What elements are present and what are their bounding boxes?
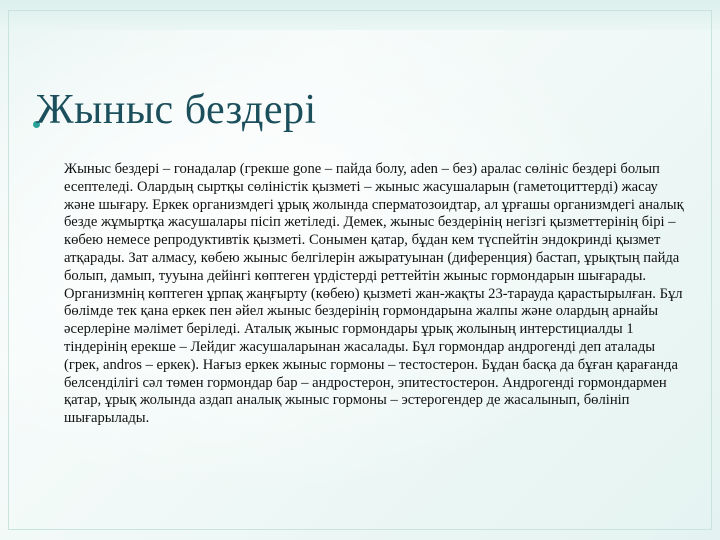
frame-line-bottom <box>8 529 712 530</box>
frame-line-right <box>711 10 712 530</box>
frame-line-left <box>8 10 9 530</box>
top-band <box>0 0 720 30</box>
frame-line-top <box>8 10 712 11</box>
slide-title: Жыныс бездері <box>36 87 317 133</box>
slide-body-text: Жыныс бездері – гонадалар (грекше gone – пайда болу, aden – без) аралас сөлініс бездері болып есептеледі. Олардың сыртқы сөлініcтік қызметі – жыныс жасушаларын (гаметоциттерді) жасау және шығару. Еркек организмдегі ұрық жолында сперматозоидтар, ал ұрғашы организмдегі аналық безде жұмыртқа жасушалары пісіп жетіледі. Демек, жыныс бездерінің негізгі қызметтерінің бірі – көбею немесе репродуктивтік қызметі. Сонымен қатар, бұдан кем түспейтін эндокринді қызмет атқарады. Зат алмасу, көбею жыныс белгілерін ажыратуынан (диференция) бастап, ұрықтың пайда болып, дамып, тууына дейінгі көптеген үрдістерді реттейтін жыныс гормондарын шығарады. Организмнің көптеген ұрпақ жаңғырту (көбею) қызметі жан-жақты 23-тарауда қарастырылған. Бұл бөлімде тек қана еркек пен әйел жыныс бездерінің гормондарына жалпы және олардың арнайы әсерлеріне мәлімет беріледі. Аталық жыныс гормондары ұрық жолының интерстициалды 1 тіндерінің ерекше – Лейдиг жасушаларынан жасалады. Бұл гормондар андрогенді деп аталады (грек, andros – еркек). Нағыз еркек жыныс гормоны – тестостерон. Бұдан басқа да бұған қарағанда белсенділігі сәл төмен гормондар бар – андростерон, эпитестостерон. Андрогенді гормондармен қатар, ұрық жолында аздап аналық жыныс гормоны – эстерогендер де жасалынып, бөлініп шығарылады. <box>64 161 684 427</box>
